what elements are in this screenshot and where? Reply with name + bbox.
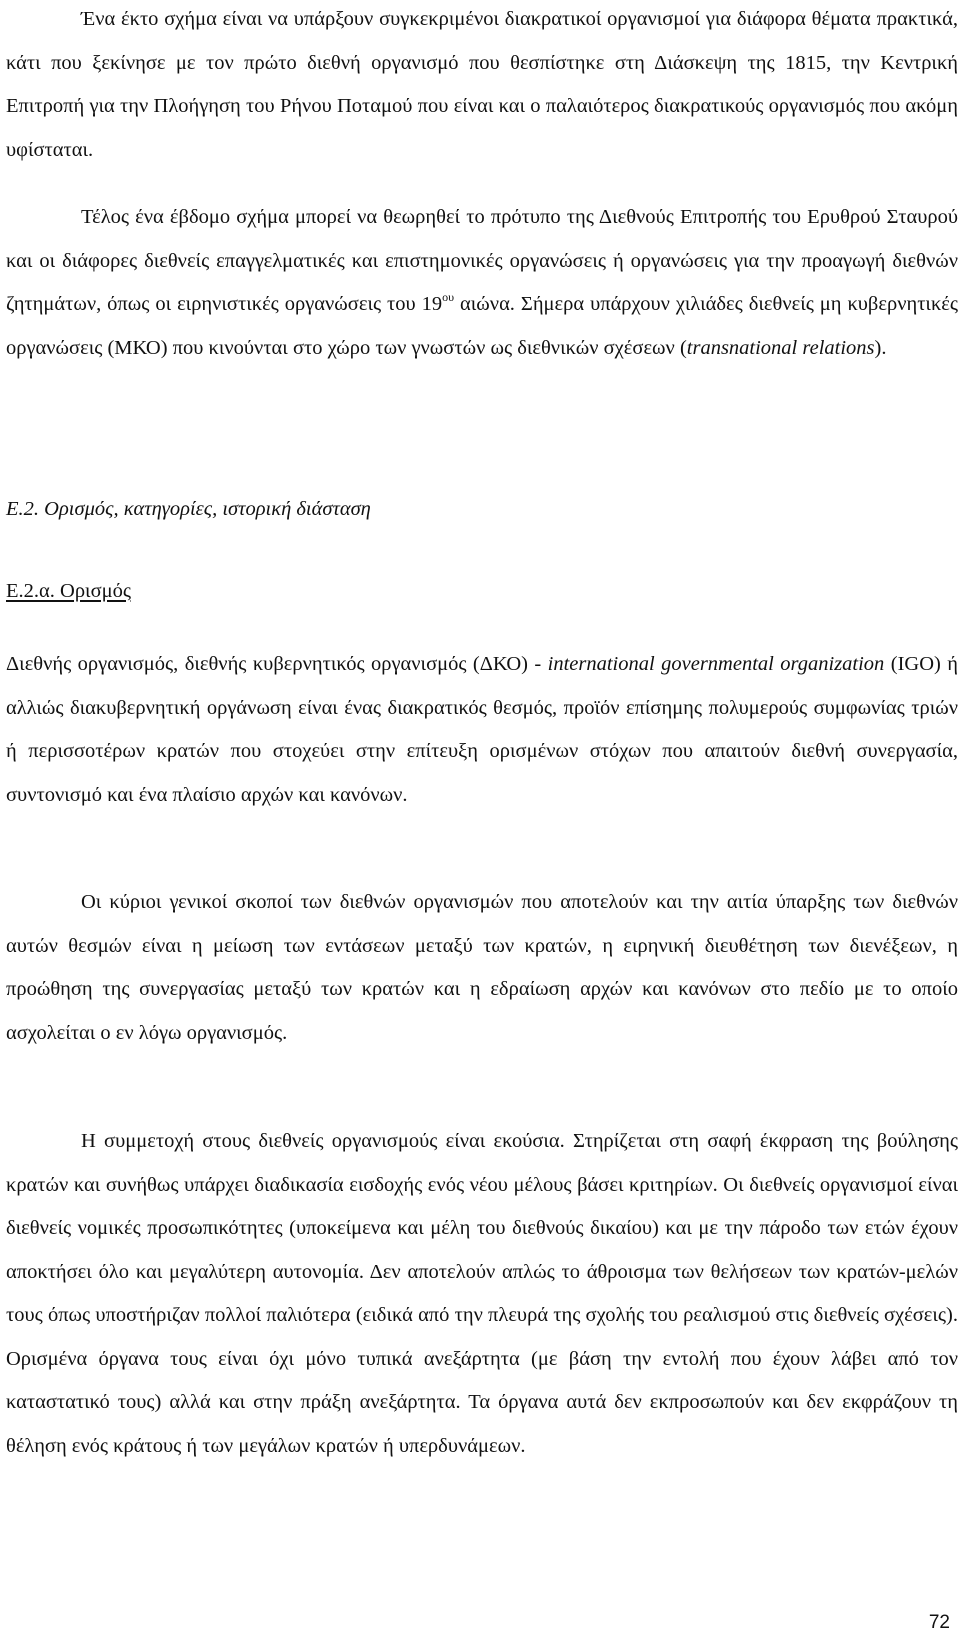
paragraph-seventh-form [6,196,958,370]
paragraph-definition-text-a: Διεθνής οργανισμός, διεθνής κυβερνητικός οργανισμός (ΔΚΟ) - [6,653,548,675]
paragraph-seventh-form-text-a: Τέλος ένα έβδομο σχήμα μπορεί να θεωρηθεί το πρότυπο της Διεθνούς Επιτροπής του Ερυθρού Σταυρού και οι διάφορες διεθνείς επαγγελματικές και επιστημονικές οργανώσεις ή οργανώσεις για την προαγωγή διεθνών ζητημάτων, όπως οι ειρηνιστικές οργανώσεις του 19 [6,206,958,315]
paragraph-seventh-form-text-c: ). [874,336,887,359]
subsection-heading [6,570,958,614]
paragraph-definition-text-b: (IGO) ή αλλιώς διακυβερνητική οργάνωση είναι ένας διακρατικός θεσμός, προϊόν επίσημης πολυμερούς συμφωνίας τριών ή περισσοτέρων κρατών που στοχεύει στην επίτευξη ορισμένων στόχων που απαιτούν διεθνή συνεργασία, συντονισμό και ένα πλαίσιο αρχών και κανόνων. [6,653,958,806]
italic-term-igo: international governmental organization [547,653,885,675]
paragraph-participation: Η συμμετοχή στους διεθνείς οργανισμούς είναι εκούσια. Στηρίζεται στη σαφή έκφραση της βούλησης κρατών και συνήθως υπάρχει διαδικασία εισδοχής ενός νέου μέλους βάσει κριτηρίων. Οι διεθνείς οργανισμοί είναι διεθνείς νομικές προσωπικότητες (υποκείμενα και μέλη του διεθνούς δικαίου) και με την πάροδο των ετών έχουν αποκτήσει όλο και μεγαλύτερη αυτονομία. Δεν αποτελούν απλώς το άθροισμα των θελήσεων των κρατών-μελών τους όπως υποστήριζαν πολλοί παλιότερα (ειδικά από την πλευρά της σχολής του ρεαλισμού στις διεθνείς σχέσεις). Ορισμένα όργανα τους είναι όχι μόνο τυπικά ανεξάρτητα (με βάση την εντολή που έχουν λάβει από τον καταστατικό τους) αλλά και στην πράξη ανεξάρτητα. Τα όργανα αυτά δεν εκπροσωπούν και δεν εκφράζουν τη θέληση ενός κράτους ή των μεγάλων κρατών ή υπερδυνάμεων. [6,1130,958,1457]
paragraph-definition [6,643,958,817]
page-number: 72 [928,1612,950,1633]
section-heading: Ε.2. Ορισμός, κατηγορίες, ιστορική διάσταση [6,498,371,520]
subsection-heading-text: Ε.2.α. Ορισμός [6,580,131,602]
paragraph-sixth-form: Ένα έκτο σχήμα είναι να υπάρξουν συγκεκριμένοι διακρατικοί οργανισμοί για διάφορα θέματα πρακτικά, κάτι που ξεκίνησε με τον πρώτο διεθνή οργανισμό που θεσπίστηκε στη Διάσκεψη της 1815, την Κεντρική Επιτροπή για την Πλοήγηση του Ρήνου Ποταμού που είναι και ο παλαιότερος διακρατικούς οργανισμός που ακόμη υφίσταται. [6,8,958,161]
superscript-ordinal: ου [442,290,455,304]
paragraph-seventh-form-text-b: αιώνα. Σήμερα υπάρχουν χιλιάδες διεθνείς μη κυβερνητικές οργανώσεις (ΜΚΟ) που κινούνται στο χώρο των γνωστών ως διεθνικών σχέσεων ( [6,293,959,359]
paragraph-general-aims: Οι κύριοι γενικοί σκοποί των διεθνών οργανισμών που αποτελούν και την αιτία ύπαρξης των διεθνών αυτών θεσμών είναι η μείωση των εντάσεων μεταξύ των κρατών, η ειρηνική διευθέτηση των διενέξεων, η προώθηση της συνεργασίας μεταξύ των κρατών και η εδραίωση αρχών και κανόνων στο πεδίο με το οποίο ασχολείται ο εν λόγω οργανισμός. [6,891,958,1044]
italic-term-transnational: transnational relations [686,336,875,359]
